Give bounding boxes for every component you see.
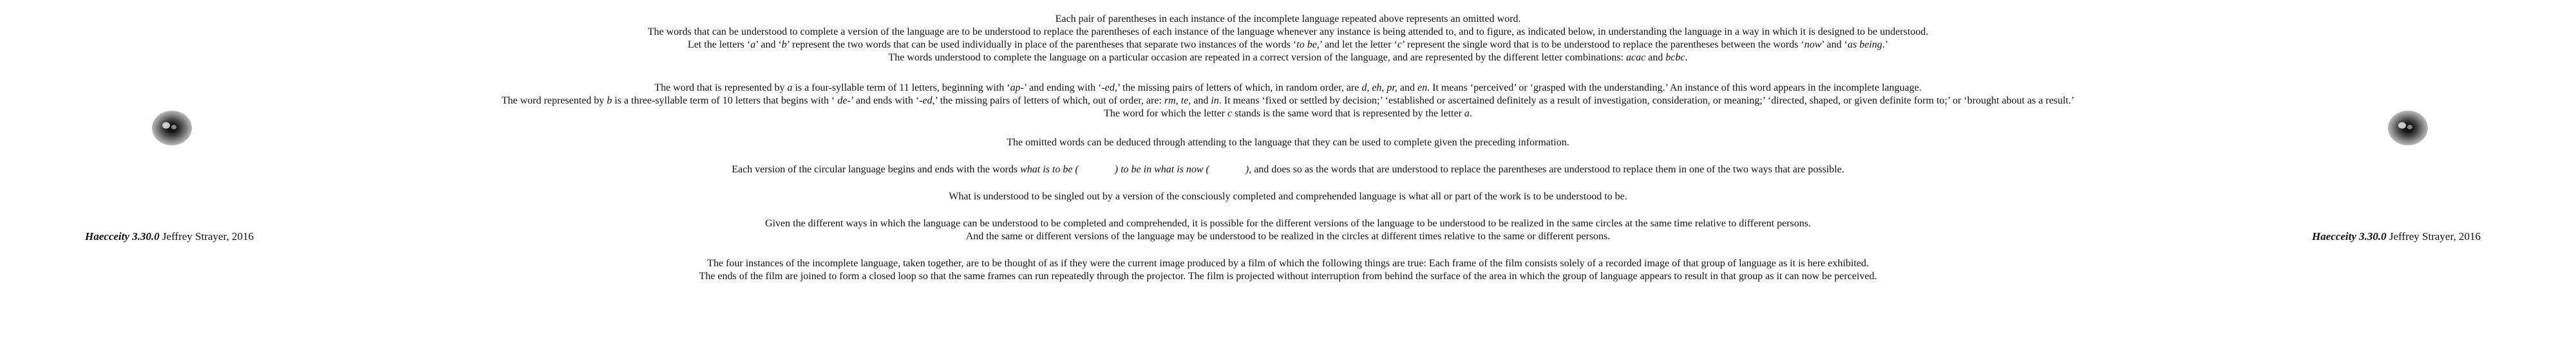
text-line: The word that is represented by a is a four-syllable term of 11 letters, beginning with ‘ap-’ and ending with ‘-ed,’ the missing pairs of letters of which, in random order, are d, eh, pr, and en. It means ‘perceived’ or ‘grasped with the understanding.’ An instance of this word appears in the incomplete language. [654, 82, 1922, 93]
text-line: Given the different ways in which the language can be understood to be completed and comprehended, it is possible for the different versions of the language to be understood to be realized in the same circles at the same time relative to different persons. [765, 218, 1811, 229]
film-paragraph [290, 257, 2286, 283]
text-line: Each version of the circular language begins and ends with the words what is to be ( ) to be in what is now ( ), and does so as the words that are understood to replace the parentheses are understood to replace them in one of the two ways that are possible. [732, 164, 1844, 175]
text-line: The words that can be understood to complete a version of the language are to be understood to replace the parentheses of each instance of the language whenever any instance is being attended to, and to figure, as indicated below, in understanding the language in a way in which it is designed to be understood. [647, 26, 1929, 37]
circular-language-paragraph [290, 163, 2286, 176]
text-line: The four instances of the incomplete language, taken together, are to be thought of as if they were the current image produced by a film of which the following things are true: Each frame of the film consists solely of a recorded image of that group of language as it is here exhibited. [707, 258, 1869, 269]
eye-image-left [152, 111, 192, 145]
instructions-paragraph [290, 13, 2286, 64]
text-line: The words understood to complete the language on a particular occasion are repeated in a correct version of the language, and are represented by the different letter combinations: acac and bcbc. [888, 52, 1688, 63]
text-line: Let the letters ‘a’ and ‘b’ represent the two words that can be used individually in place of the parentheses that separate two instances of the words ‘to be,’ and let the letter ‘c’ represent the single word that is to be understood to replace the parentheses between the words ‘now’ and ‘as being.’ [687, 39, 1889, 50]
text-line: The omitted words can be deduced through attending to the language that they can be used to complete given the preceding information. [1007, 137, 1569, 148]
work-title: Haecceity 3.30.0 [85, 230, 160, 243]
eye-image-right [2388, 111, 2428, 145]
caption-left [85, 230, 254, 243]
word-clues-paragraph [290, 82, 2286, 120]
text-line: The word represented by b is a three-syllable term of 10 letters that begins with ‘ de-’ and ends with ‘-ed,’ the missing pairs of letters of which, out of order, are: rm, te, and in. It means ‘fixed or settled by decision;’ ‘established or ascertained definitely as a result of investigation, consideration, or meaning;’ ‘directed, shaped, or given definite form to;’ or ‘brought about as a result.’ [501, 95, 2075, 106]
work-title: Haecceity 3.30.0 [2312, 230, 2387, 243]
singled-out-paragraph [290, 190, 2286, 203]
deduction-paragraph [290, 136, 2286, 149]
text-line: The ends of the film are joined to form a closed loop so that the same frames can run repeatedly through the projector. The film is projected without interruption from behind the surface of the area in which the group of language appears to result in that group as it can now be perceived. [699, 271, 1877, 282]
text-line: What is understood to be singled out by a version of the consciously completed and comprehended language is what all or part of the work is to be understood to be. [949, 191, 1627, 202]
author-year: Jeffrey Strayer, 2016 [2386, 230, 2481, 243]
text-line: And the same or different versions of the language may be understood to be realized in the circles at different times relative to the same or different persons. [965, 231, 1611, 242]
author-year: Jeffrey Strayer, 2016 [159, 230, 254, 243]
caption-right [2312, 230, 2481, 243]
text-line: The word for which the letter c stands is the same word that is represented by the letter a. [1104, 108, 1472, 119]
text-line: Each pair of parentheses in each instance of the incomplete language repeated above represents an omitted word. [1055, 14, 1521, 24]
versions-paragraph [290, 217, 2286, 243]
